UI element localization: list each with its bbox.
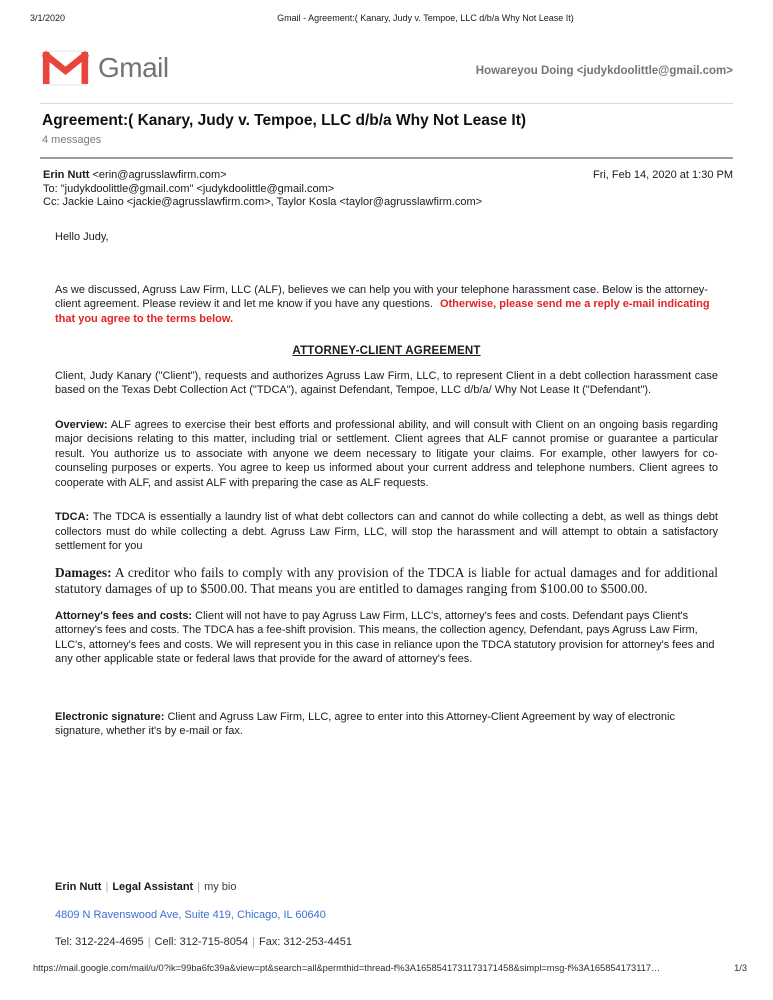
footer-page-number: 1/3 [734,963,747,973]
message-count: 4 messages [42,134,102,146]
header-divider [40,103,733,104]
tdca-label: TDCA: [55,511,90,523]
phone-pipe: | [147,936,151,948]
print-date: 3/1/2020 [30,13,66,23]
thread-subject: Agreement:( Kanary, Judy v. Tempoe, LLC d/b/a Why Not Lease It) [42,112,527,129]
message-header [43,169,733,210]
esignature-label: Electronic signature: [55,710,165,723]
intro-warning-text: Otherwise, please send me a reply e-mail indicating that you agree to the terms below. [55,298,710,325]
signature-pipe: | [105,881,109,893]
email-body [55,230,718,739]
fax-number: Fax: 312-253-4451 [258,936,352,948]
greeting: Hello Judy, [55,231,109,243]
to-line: To: "judykdoolittle@gmail.com" <judykdoolittle@gmail.com> [43,182,335,195]
from-line [43,169,482,183]
gmail-envelope-icon [42,50,89,86]
signature-block [55,881,718,948]
tel-number: Tel: 312-224-4695 [55,936,144,948]
cell-number: Cell: 312-715-8054 [154,936,249,948]
damages-text: A creditor who fails to comply with any provision of the TDCA is liable for actual damages and for additional statutory damages of up to $500.00. That means you are entitled to damages ranging from $100.00 to $500.00. [55,564,718,596]
address-link[interactable]: 4809 N Ravenswood Ave, Suite 419, Chicago, IL 60640 [55,909,326,921]
overview-text: ALF agrees to exercise their best efforts and professional ability, and will consult with Client on an ongoing basis regarding major decisions relating to this matter, including trial or settlement. Client agrees that ALF cannot promise or guarantee a particular result. You authorize us to associate with anyone we deem necessary to litigate your claims. For example, other lawyers for co-counseling purposes or experts. You agree to keep us informed about your current address and telephone numbers. Client agrees to cooperate with ALF, and assist ALF with preparing the case as ALF requests. [55,418,718,489]
sender-name: Erin Nutt [43,169,90,181]
fees-text: Client will not have to pay Agruss Law Firm, LLC's, attorney's fees and costs. Defendant pays Client's attorney's fees and costs. The TDCA has a fee-shift provision. This means, the collection agency, Defendant, pays Agruss Law Firm, LLC's, attorney's fees and costs. We will represent you in this case in reliance upon the TDCA statutory provision for attorney's fees and any other applicable state or federal laws that provide for the award of attorney's fees. [55,609,715,665]
client-paragraph: Client, Judy Kanary ("Client"), requests and authorizes Agruss Law Firm, LLC, to represent Client in a debt collection harassment case based on the Texas Debt Collection Act ("TDCA"), against Defendant, Tempoe, LLC d/b/a/ Why Not Lease It ("Defendant"). [55,369,718,396]
overview-label: Overview: [55,418,108,431]
intro-paragraph [55,283,718,327]
message-header-left [43,169,482,210]
fees-label: Attorney's fees and costs: [55,609,193,622]
fees-paragraph [55,609,718,667]
cc-line: Cc: Jackie Laino <jackie@agrusslawfirm.com>, Taylor Kosla <taylor@agrusslawfirm.com> [43,196,483,209]
esignature-paragraph [55,710,718,739]
overview-paragraph [55,418,718,491]
signature-line [55,881,718,893]
account-owner: Howareyou Doing <judykdoolittle@gmail.com> [475,65,733,77]
subject-block [42,112,733,146]
signature-name: Erin Nutt [55,881,102,893]
esignature-text: Client and Agruss Law Firm, LLC, agree to enter into this Attorney-Client Agreement by way of electronic signature, whether it's by e-mail or fax. [55,710,675,737]
damages-label: Damages: [55,564,112,580]
tdca-paragraph [55,510,718,554]
signature-bio-link[interactable]: my bio [204,881,237,893]
signature-pipe: | [197,881,201,893]
thread-divider [40,157,733,159]
signature-title: Legal Assistant [112,881,194,893]
print-title: Gmail - Agreement:( Kanary, Judy v. Tempoe, LLC d/b/a Why Not Lease It) [277,13,574,23]
phone-line [55,936,718,948]
sender-email: <erin@agrusslawfirm.com> [89,169,227,181]
print-footer [33,963,747,973]
damages-paragraph [55,565,718,597]
message-date: Fri, Feb 14, 2020 at 1:30 PM [592,169,733,181]
intro-text: As we discussed, Agruss Law Firm, LLC (ALF), believes we can help you with your telephone harassment case. Below is the attorney-client agreement. Please review it and let me know if you have any questions. [55,283,708,310]
footer-url: https://mail.google.com/mail/u/0?ik=99ba6fc39a&view=pt&search=all&permthid=thread-f%3A1658541731173171458&simpl=msg-f%3A165854173117… [33,963,661,973]
phone-pipe: | [252,936,255,948]
gmail-logo [42,50,169,86]
tdca-text: The TDCA is essentially a laundry list of what debt collectors can and cannot do while collecting a debt, as well as things debt collectors must do while collecting a debt. Agruss Law Firm, LLC, will stop the harassment and will attempt to obtain a satisfactory settlement for you [55,511,718,552]
gmail-header [42,50,733,86]
gmail-logo-text: Gmail [98,52,169,83]
agreement-heading: ATTORNEY-CLIENT AGREEMENT [292,345,481,357]
